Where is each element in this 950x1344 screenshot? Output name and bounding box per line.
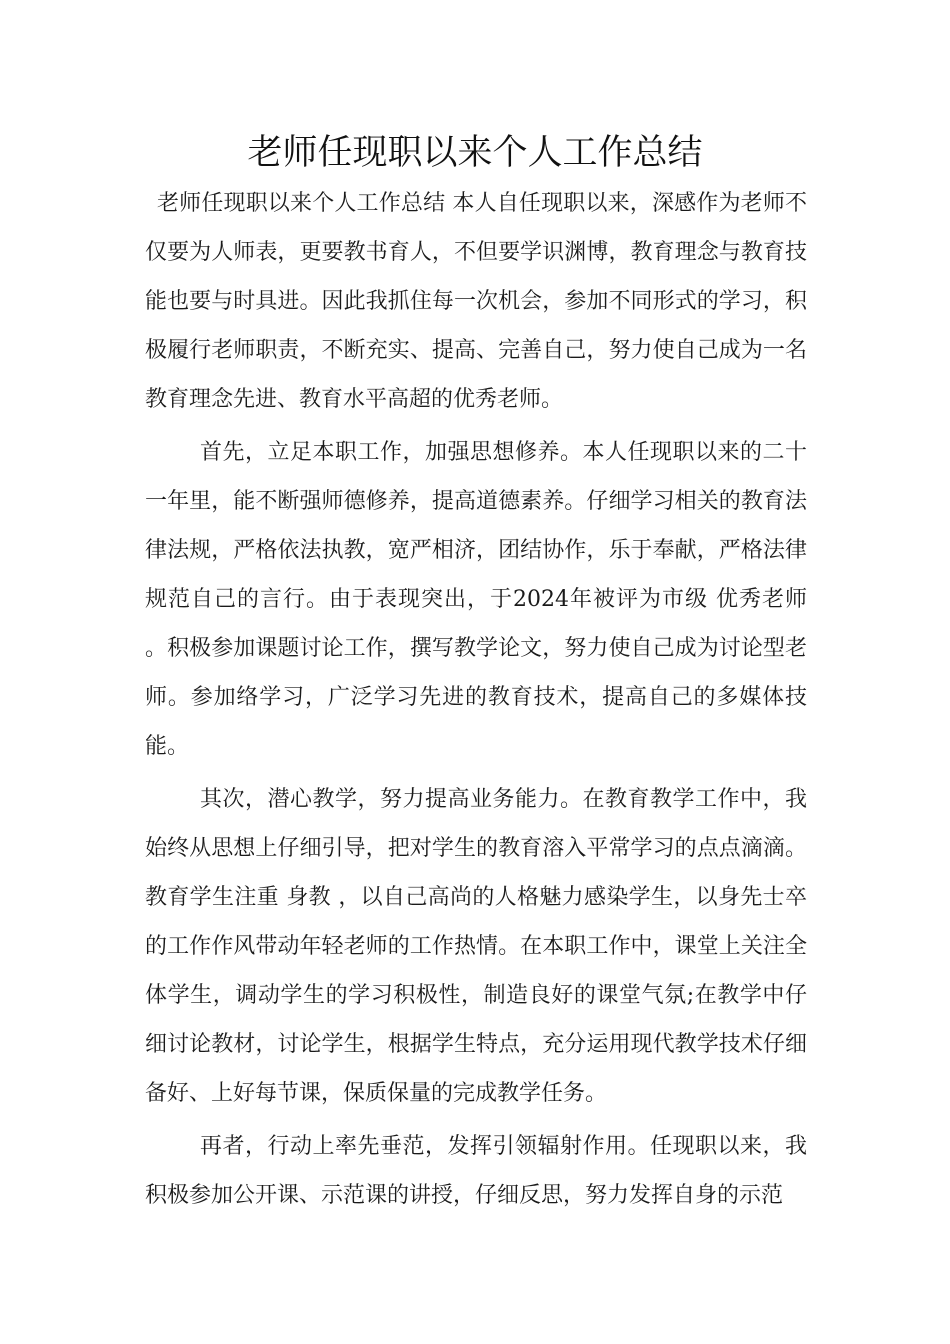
paragraph-second-point: 其次，潜心教学，努力提高业务能力。在教育教学工作中，我始终从思想上仔细引导，把对学生的教育溶入平常学习的点点滴滴。教育学生注重 身教 ，以自己高尚的人格魅力感染学生，以身先士卒的工作作风带动年轻老师的工作热情。在本职工作中，课堂上关注全体学生，调动学生的学习积极性，制造良好的课堂气氛;在教学中仔细讨论教材，讨论学生，根据学生特点，充分运用现代教学技术仔细备好、上好每节课，保质保量的完成教学任务。 [145,787,807,1106]
paragraph-third-point: 再者，行动上率先垂范，发挥引领辐射作用。任现职以来，我积极参加公开课、示范课的讲授，仔细反思，努力发挥自身的示范 [145,1134,807,1208]
paragraph-first-point: 首先，立足本职工作，加强思想修养。本人任现职以来的二十一年里，能不断强师德修养，提高道德素养。仔细学习相关的教育法律法规，严格依法执教，宽严相济，团结协作，乐于奉献，严格法律规范自己的言行。由于表现突出，于2024年被评为市级 优秀老师 。积极参加课题讨论工作，撰写教学论文，努力使自己成为讨论型老师。参加络学习，广泛学习先进的教育技术，提高自己的多媒体技能。 [145,440,807,759]
document-body [145,179,807,1220]
paragraph-intro: 老师任现职以来个人工作总结 本人自任现职以来，深感作为老师不仅要为人师表，更要教书育人，不但要学识渊博，教育理念与教育技能也要与时具进。因此我抓住每一次机会，参加不同形式的学习，积极履行老师职责，不断充实、提高、完善自己，努力使自己成为一名教育理念先进、教育水平高超的优秀老师。 [145,191,807,412]
document-title: 老师任现职以来个人工作总结 [247,133,703,173]
